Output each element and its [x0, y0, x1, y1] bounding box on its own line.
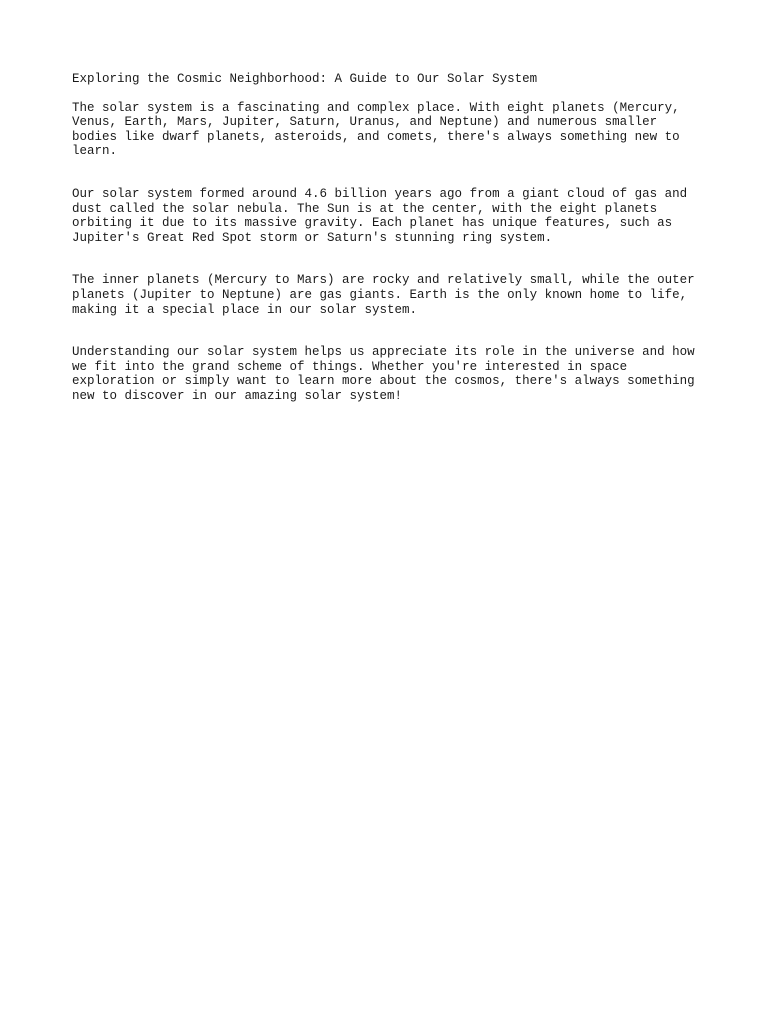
document-page [72, 72, 712, 404]
paragraph-planet-types: The inner planets (Mercury to Mars) are rocky and relatively small, while the outer planets (Jupiter to Neptune) are gas giants. Earth is the only known home to life, making it a special place in our solar system. [72, 273, 695, 317]
paragraph-formation: Our solar system formed around 4.6 billion years ago from a giant cloud of gas and dust called the solar nebula. The Sun is at the center, with the eight planets orbiting it due to its massive gravity. Each planet has unique features, such as Jupiter's Great Red Spot storm or Saturn's stunning ring system. [72, 186, 688, 245]
paragraph-conclusion: Understanding our solar system helps us appreciate its role in the universe and how we fit into the grand scheme of things. Whether you're interested in space exploration or simply want to learn more about the cosmos, there's always something new to discover in our amazing solar system! [72, 345, 695, 403]
paragraph-intro: The solar system is a fascinating and complex place. With eight planets (Mercury, Venus, Earth, Mars, Jupiter, Saturn, Uranus, and Neptune) and numerous smaller bodies like dwarf planets, asteroids, and comets, there's always something new to learn. [72, 100, 680, 159]
document-title: Exploring the Cosmic Neighborhood: A Guide to Our Solar System [72, 72, 538, 86]
